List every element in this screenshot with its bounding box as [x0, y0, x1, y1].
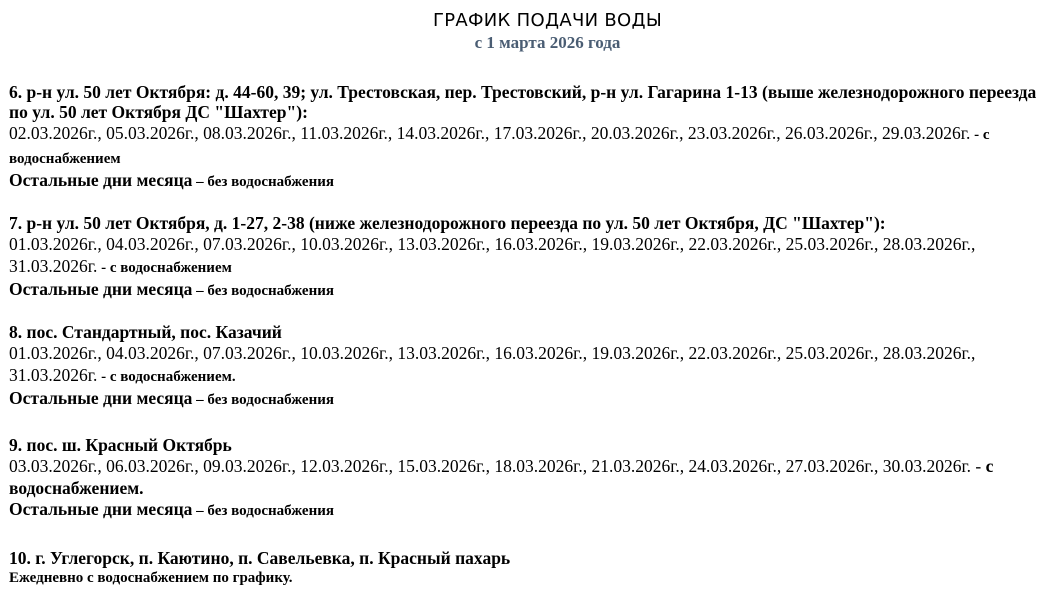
section-8 [9, 322, 1054, 411]
section-title: 9. пос. ш. Красный Октябрь [9, 435, 232, 455]
dates-list: 01.03.2026г., 04.03.2026г., 07.03.2026г., 10.03.2026г., 13.03.2026г., 16.03.2026г., 19.03.2026г., 22.03.2026г., 25.03.2026г., 28.03.2026г., 31.03.2026г. [9, 234, 976, 276]
section-title: 6. р-н ул. 50 лет Октября: д. 44-60, 39; ул. Трестовская, пер. Трестовский, р-н ул. Гагарина 1-13 (выше железнодорожного переезда по ул. 50 лет Октября ДС "Шахтер"): [9, 82, 1037, 122]
supply-note: - с водоснабжением [9, 127, 990, 167]
supply-note: - с водоснабжением. [97, 369, 236, 385]
section-9 [9, 435, 1054, 522]
rest-days-note: – без водоснабжения [192, 503, 334, 519]
section-dates [9, 455, 1054, 499]
section-10 [9, 548, 1054, 588]
daily-note: Ежедневно с водоснабжением по графику. [9, 570, 293, 586]
rest-days [9, 499, 1054, 522]
dates-list: 01.03.2026г., 04.03.2026г., 07.03.2026г., 10.03.2026г., 13.03.2026г., 16.03.2026г., 19.03.2026г., 22.03.2026г., 25.03.2026г., 28.03.2026г., 31.03.2026г. [9, 343, 976, 385]
rest-days-label: Остальные дни месяца [9, 279, 193, 299]
rest-days [9, 279, 1054, 302]
section-6 [9, 82, 1054, 193]
rest-days-note: – без водоснабжения [192, 174, 334, 190]
page-title: ГРАФИК ПОДАЧИ ВОДЫ [432, 10, 663, 31]
rest-days-label: Остальные дни месяца [9, 170, 193, 190]
rest-days-note: – без водоснабжения [192, 283, 334, 299]
section-dates [9, 122, 1054, 170]
section-title: 7. р-н ул. 50 лет Октября, д. 1-27, 2-38 (ниже железнодорожного переезда по ул. 50 лет Октября, ДС "Шахтер"): [9, 213, 886, 233]
section-title: 10. г. Углегорск, п. Каютино, п. Савельевка, п. Красный пахарь [9, 548, 511, 568]
section-dates [9, 342, 1054, 388]
section-7 [9, 213, 1054, 302]
page-header [0, 10, 1058, 54]
rest-days-label: Остальные дни месяца [9, 388, 193, 408]
page-subtitle: с 1 марта 2026 года [474, 33, 621, 52]
supply-note: - с водоснабжением [97, 260, 232, 276]
schedule-content [9, 82, 1054, 608]
rest-days [9, 388, 1054, 411]
dates-list: 03.03.2026г., 06.03.2026г., 09.03.2026г., 12.03.2026г., 15.03.2026г., 18.03.2026г., 21.03.2026г., 24.03.2026г., 27.03.2026г., 30.03.2026г. - [9, 456, 982, 476]
rest-days-label: Остальные дни месяца [9, 499, 193, 519]
section-title: 8. пос. Стандартный, пос. Казачий [9, 322, 282, 342]
dates-list: 02.03.2026г., 05.03.2026г., 08.03.2026г., 11.03.2026г., 14.03.2026г., 17.03.2026г., 20.03.2026г., 23.03.2026г., 26.03.2026г., 29.03.2026г. [9, 123, 971, 143]
supply-note: с водоснабжением. [9, 456, 994, 498]
rest-days-note: – без водоснабжения [192, 392, 334, 408]
rest-days [9, 170, 1054, 193]
section-dates [9, 233, 1054, 279]
